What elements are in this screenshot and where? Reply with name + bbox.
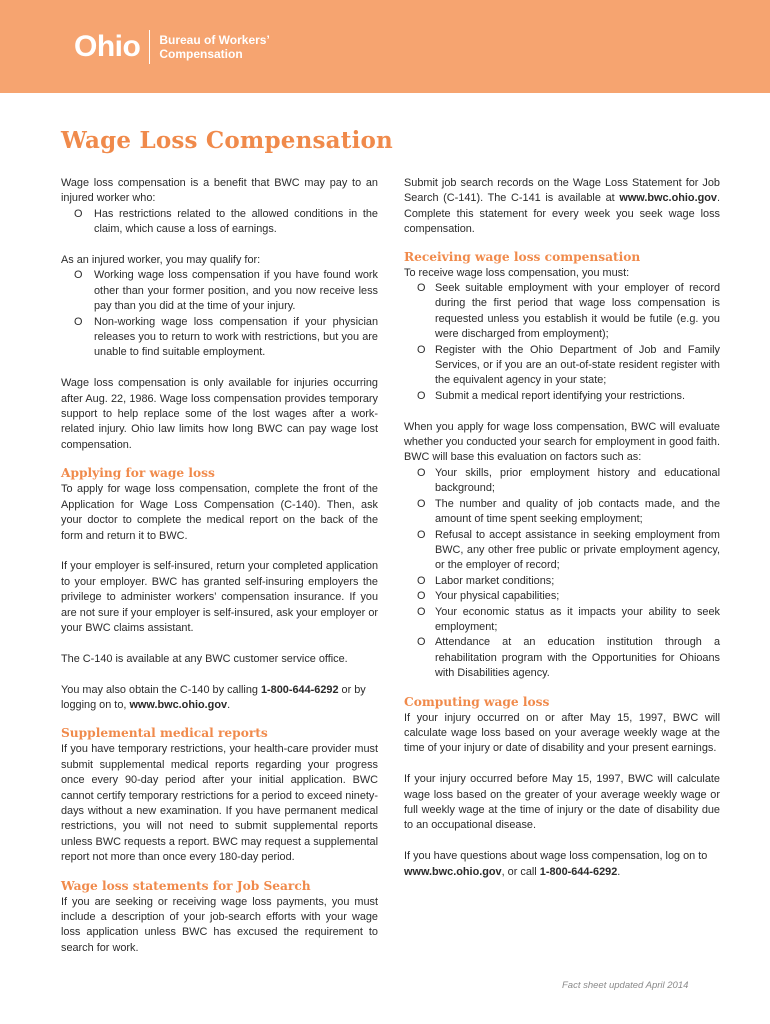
bullet-marker: O <box>417 636 426 649</box>
page-title: Wage Loss Compensation <box>61 127 393 154</box>
list-item: O Working wage loss compensation if you have found work other than your former position, and you now receive less pay than you did at the time of your injury. <box>74 269 378 313</box>
evaluate-intro: When you apply for wage loss compensation, BWC will evaluate whether you conducted your search for employment in good faith. BWC will base this evaluation on factors such as: <box>404 420 721 464</box>
statements-heading: Wage loss statements for Job Search <box>61 878 311 893</box>
bullet-marker: O <box>417 574 426 587</box>
header-banner <box>0 0 770 93</box>
logo-divider <box>149 30 150 64</box>
receiving-bullet-list <box>404 281 720 404</box>
bullet-marker: O <box>417 282 426 295</box>
supplemental-paragraph: If you have temporary restrictions, your health-care provider must submit supplemental medical reports regarding your progress once every 90-day period after your initial application. BWC cannot certify temporary restrictions for a period to exceed ninety-days without a new examination. If you have permanent medical restrictions, you will not need to submit supplemental reports unless BWC requests a report. BWC may request a supplemental report not more than once every 180-day period. <box>61 743 378 864</box>
applying-paragraph-2: If your employer is self-insured, return your completed application to your employer. BWC has granted self-insuring employers the privilege to administer workers’ compensation insurance. If you are not sure if your employer is self-insured, ask your employer or your BWC claims assistant. <box>61 560 378 634</box>
bullet-marker: O <box>417 389 426 402</box>
submit-paragraph: Submit job search records on the Wage Loss Statement for Job Search (C-141). The C-141 is available at www.bwc.ohio.gov. Complete this statement for every week you seek wage loss compensation. <box>404 177 720 236</box>
qualify-bullet-list <box>61 268 378 360</box>
ohio-bwc-logo[interactable] <box>74 30 270 64</box>
bullet-marker: O <box>417 466 426 479</box>
computing-paragraph-2: If your injury occurred before May 15, 1997, BWC will calculate wage loss based on the greater of your average weekly wage or full weekly wage at the time of injury or the date of disability due to an occupational disease. <box>404 773 720 832</box>
bullet-marker: O <box>74 315 83 328</box>
logo-agency-name <box>159 33 269 61</box>
left-column <box>61 176 378 956</box>
applying-paragraph-3: The C-140 is available at any BWC customer service office. <box>61 652 348 665</box>
logo-line-1: Bureau of Workers’ <box>159 33 270 47</box>
questions-paragraph: If you have questions about wage loss compensation, log on to www.bwc.ohio.gov, or call 1-800-644-6292. <box>404 850 708 878</box>
list-item: O Has restrictions related to the allowed conditions in the claim, which cause a loss of earnings. <box>74 207 378 236</box>
logo-ohio-wordmark: Ohio <box>74 30 141 63</box>
bullet-marker: O <box>417 605 426 618</box>
applying-heading: Applying for wage loss <box>61 466 215 481</box>
computing-heading: Computing wage loss <box>404 694 550 709</box>
evaluate-bullet-list <box>404 466 720 682</box>
bullet-marker: O <box>417 343 426 356</box>
bullet-marker: O <box>417 528 426 541</box>
bwc-website-link[interactable]: www.bwc.ohio.gov <box>404 865 502 878</box>
list-item: O Labor market conditions; <box>404 574 720 589</box>
phone-number: 1-800-644-6292 <box>539 865 618 878</box>
list-item: O Refusal to accept assistance in seeking employment from BWC, any other free public or private employment agency, or the employer of record; <box>417 528 720 572</box>
applying-paragraph-4: You may also obtain the C-140 by calling 1-800-644-6292 or by logging on to, www.bwc.ohio.gov. <box>61 683 366 711</box>
list-item: O Seek suitable employment with your employer of record during the first period that wage loss compensation is requested unless you establish it would be futile (e.g. you were discharged from employment); <box>417 282 720 341</box>
list-item: O The number and quality of job contacts made, and the amount of time spent seeking employment; <box>417 497 720 526</box>
fact-sheet-date: Fact sheet updated April 2014 <box>562 980 689 991</box>
bullet-marker: O <box>417 590 426 603</box>
list-item: O Attendance at an education institution through a rehabilitation program with the Opportunities for Ohioans with Disabilities agency. <box>417 636 720 680</box>
qualify-paragraph: As an injured worker, you may qualify for: <box>61 254 261 267</box>
receiving-heading: Receiving wage loss compensation <box>404 249 641 264</box>
computing-paragraph-1: If your injury occurred on or after May 15, 1997, BWC will calculate wage loss based on your average weekly wage at the time of your injury or date of disability and your present earnings. <box>404 711 720 755</box>
list-item: O Register with the Ohio Department of Job and Family Services, or if you are an out-of-state resident register with the equivalent agency in your state; <box>417 343 720 387</box>
list-item: O Your skills, prior employment history and educational background; <box>417 466 720 495</box>
intro-bullet-list <box>61 207 378 238</box>
bullet-marker: O <box>417 497 426 510</box>
statements-paragraph: If you are seeking or receiving wage loss payments, you must include a description of your job-search efforts with your wage loss application unless BWC has excused the requirement to search for work. <box>61 895 378 954</box>
list-item: O Your physical capabilities; <box>404 589 720 604</box>
bullet-marker: O <box>74 207 83 220</box>
applying-paragraph-1: To apply for wage loss compensation, complete the front of the Application for Wage Loss Compensation (C-140). Then, ask your doctor to complete the medical report on the back of the form and return it to BWC. <box>61 483 378 542</box>
bwc-website-link[interactable]: www.bwc.ohio.gov <box>619 192 717 205</box>
list-item: O Submit a medical report identifying your restrictions. <box>404 389 720 404</box>
bullet-marker: O <box>74 269 83 282</box>
right-column <box>404 176 720 880</box>
receiving-intro: To receive wage loss compensation, you must: <box>404 266 630 279</box>
logo-line-2: Compensation <box>159 47 243 61</box>
phone-number: 1-800-644-6292 <box>261 683 339 696</box>
availability-paragraph: Wage loss compensation is only available for injuries occurring after Aug. 22, 1986. Wage loss compensation provides temporary support to help replace some of the lost wages after a work-related injury. Ohio law limits how long BWC can pay wage lost compensation. <box>61 377 378 451</box>
list-item: O Non-working wage loss compensation if your physician releases you to return to work with restrictions, but you are unable to find suitable employment. <box>74 315 378 359</box>
intro-paragraph: Wage loss compensation is a benefit that BWC may pay to an injured worker who: <box>61 177 378 205</box>
bwc-website-link[interactable]: www.bwc.ohio.gov <box>129 698 228 711</box>
supplemental-heading: Supplemental medical reports <box>61 726 268 741</box>
list-item: O Your economic status as it impacts your ability to seek employment; <box>417 605 720 633</box>
